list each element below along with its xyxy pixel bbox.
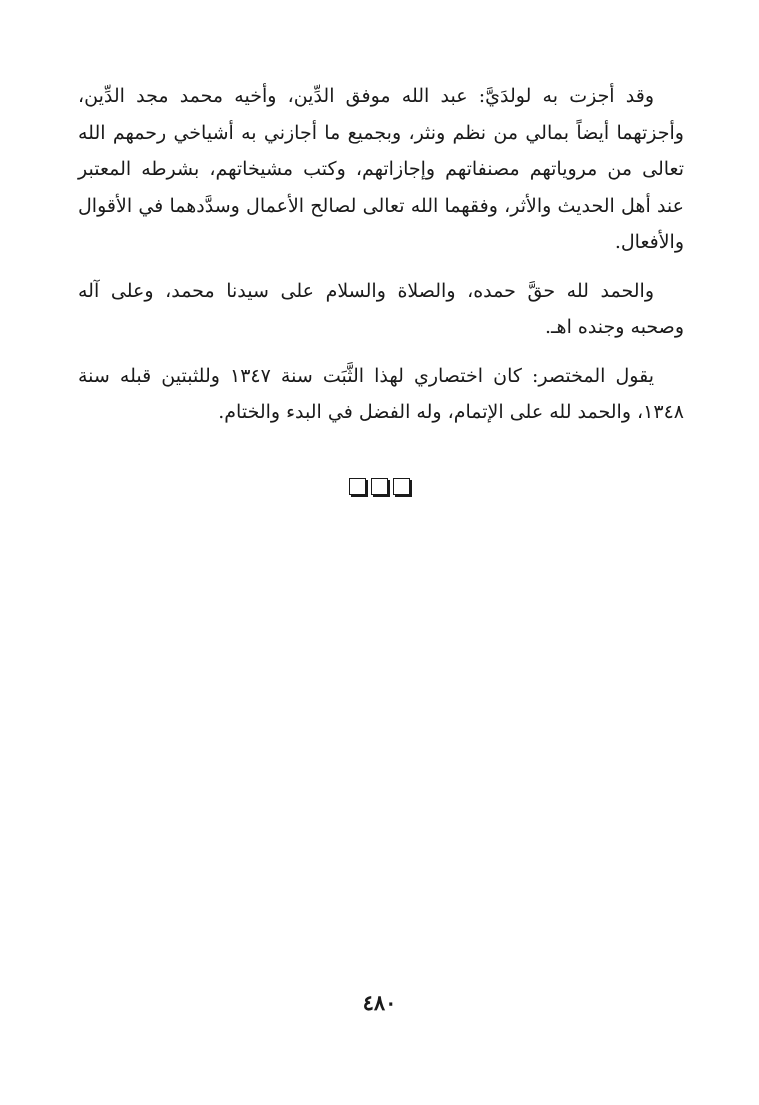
- paragraph-praise: والحمد لله حقَّ حمده، والصلاة والسلام على سيدنا محمد، وعلى آله وصحبه وجنده اهـ.: [78, 279, 684, 338]
- paragraph-abridger-note: يقول المختصر: كان اختصاري لهذا الثَّبَت سنة ١٣٤٧ وللثبتين قبله سنة ١٣٤٨، والحمد لله على الإتمام، وله الفضل في البدء والختام.: [78, 364, 684, 423]
- square-ornament-icon: [371, 478, 388, 495]
- square-ornament-icon: [349, 478, 366, 495]
- body-text: [78, 78, 684, 443]
- section-end-ornament: [0, 478, 759, 495]
- paragraph-ijaza: وقد أجزت به لولدَيَّ: عبد الله موفق الدِّين، وأخيه محمد مجد الدِّين، وأجزتهما أيضاً بمالي من نظم ونثر، وبجميع ما أجازني به أشياخي رحمهم الله تعالى من مروياتهم مصنفاتهم وإجازاتهم، وكتب مشيخاتهم، بشرطه المعتبر عند أهل الحديث والأثر، وفقهما الله تعالى لصالح الأعمال وسدَّدهما في الأقوال والأفعال.: [78, 85, 684, 253]
- square-ornament-icon: [393, 478, 410, 495]
- page-number: ٤٨٠: [362, 990, 397, 1015]
